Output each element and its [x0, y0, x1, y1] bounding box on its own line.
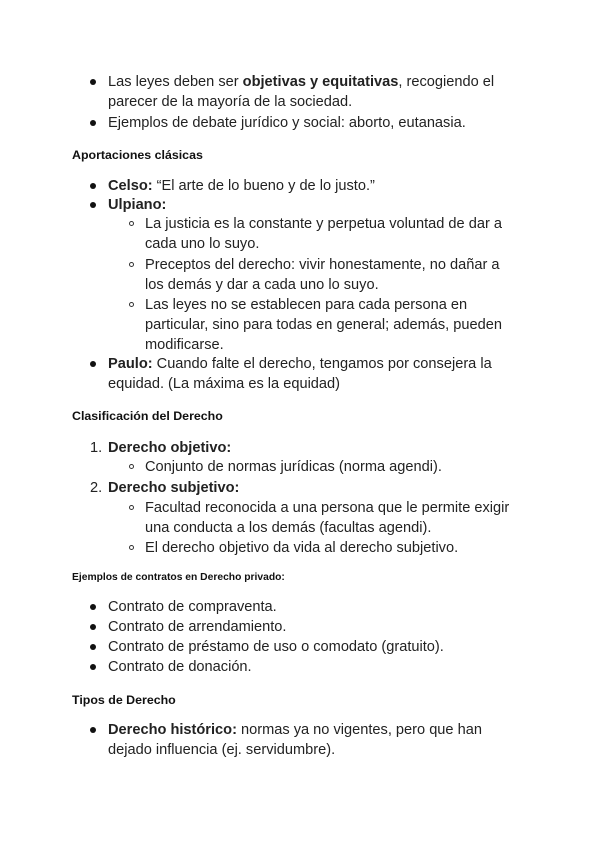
list-item-celso — [108, 176, 375, 196]
bullet-icon — [90, 361, 96, 367]
list-number: 2. — [90, 480, 103, 496]
list-item: Contrato de donación. — [108, 659, 252, 675]
sub-list-item: Facultad reconocida a una persona que le permite exigir — [145, 500, 510, 516]
list-item: Contrato de compraventa. — [108, 599, 277, 615]
term-label: Derecho histórico: — [108, 722, 237, 738]
list-item: Ejemplos de debate jurídico y social: aborto, eutanasia. — [108, 115, 466, 131]
list-item-derecho-objetivo: Derecho objetivo: — [108, 440, 232, 456]
list-item-text: , recogiendo el — [398, 74, 495, 90]
list-item-derecho-subjetivo: Derecho subjetivo: — [108, 480, 240, 496]
list-item-continuation: dejado influencia (ej. servidumbre). — [108, 742, 336, 758]
sub-list-item: La justicia es la constante y perpetua voluntad de dar a — [145, 216, 502, 232]
bullet-icon — [90, 727, 96, 733]
list-item: Contrato de préstamo de uso o comodato (gratuito). — [108, 639, 444, 655]
author-label: Paulo: — [108, 356, 153, 372]
sub-bullet-icon — [129, 302, 134, 307]
quote-text: “El arte de lo bueno y de lo justo.” — [152, 178, 375, 194]
sub-bullet-icon — [129, 221, 134, 226]
list-item-continuation: equidad. (La máxima es la equidad) — [108, 376, 341, 392]
bullet-icon — [90, 120, 96, 126]
list-item-ulpiano: Ulpiano: — [108, 197, 167, 213]
definition-text: normas ya no vigentes, pero que han — [236, 722, 482, 738]
bullet-icon — [90, 644, 96, 650]
bullet-icon — [90, 664, 96, 670]
section-heading-tipos: Tipos de Derecho — [72, 693, 176, 707]
list-item-continuation: parecer de la mayoría de la sociedad. — [108, 94, 353, 110]
sub-list-item-continuation: particular, sino para todas en general; además, pueden — [145, 317, 502, 333]
list-item-text: Las leyes deben ser — [108, 74, 243, 90]
sub-list-item: Las leyes no se establecen para cada persona en — [145, 297, 468, 313]
sub-bullet-icon — [129, 545, 134, 550]
list-item-derecho-historico — [108, 720, 482, 740]
section-heading-aportaciones: Aportaciones clásicas — [72, 148, 203, 162]
sub-list-item: Preceptos del derecho: vivir honestamente, no dañar a — [145, 257, 500, 273]
author-label: Celso: — [108, 178, 153, 194]
list-item: Contrato de arrendamiento. — [108, 619, 287, 635]
sub-list-item-continuation: modificarse. — [145, 337, 224, 353]
sub-bullet-icon — [129, 464, 134, 469]
list-item-paulo — [108, 354, 492, 374]
list-number: 1. — [90, 440, 103, 456]
sub-list-item-continuation: los demás y dar a cada uno lo suyo. — [145, 277, 379, 293]
list-item-bold-text: objetivas y equitativas — [242, 74, 399, 90]
sub-bullet-icon — [129, 505, 134, 510]
bullet-icon — [90, 624, 96, 630]
sub-list-item-continuation: cada uno lo suyo. — [145, 236, 260, 252]
quote-text: Cuando falte el derecho, tengamos por consejera la — [152, 356, 492, 372]
sub-list-item: El derecho objetivo da vida al derecho subjetivo. — [145, 540, 459, 556]
bullet-icon — [90, 183, 96, 189]
section-heading-clasificacion: Clasificación del Derecho — [72, 409, 223, 423]
bullet-icon — [90, 202, 96, 208]
sub-list-item: Conjunto de normas jurídicas (norma agendi). — [145, 459, 442, 475]
sub-bullet-icon — [129, 262, 134, 267]
section-heading-contratos: Ejemplos de contratos en Derecho privado: — [72, 572, 285, 583]
sub-list-item-continuation: una conducta a los demás (facultas agendi). — [145, 520, 432, 536]
list-item — [108, 72, 494, 92]
bullet-icon — [90, 604, 96, 610]
bullet-icon — [90, 79, 96, 85]
